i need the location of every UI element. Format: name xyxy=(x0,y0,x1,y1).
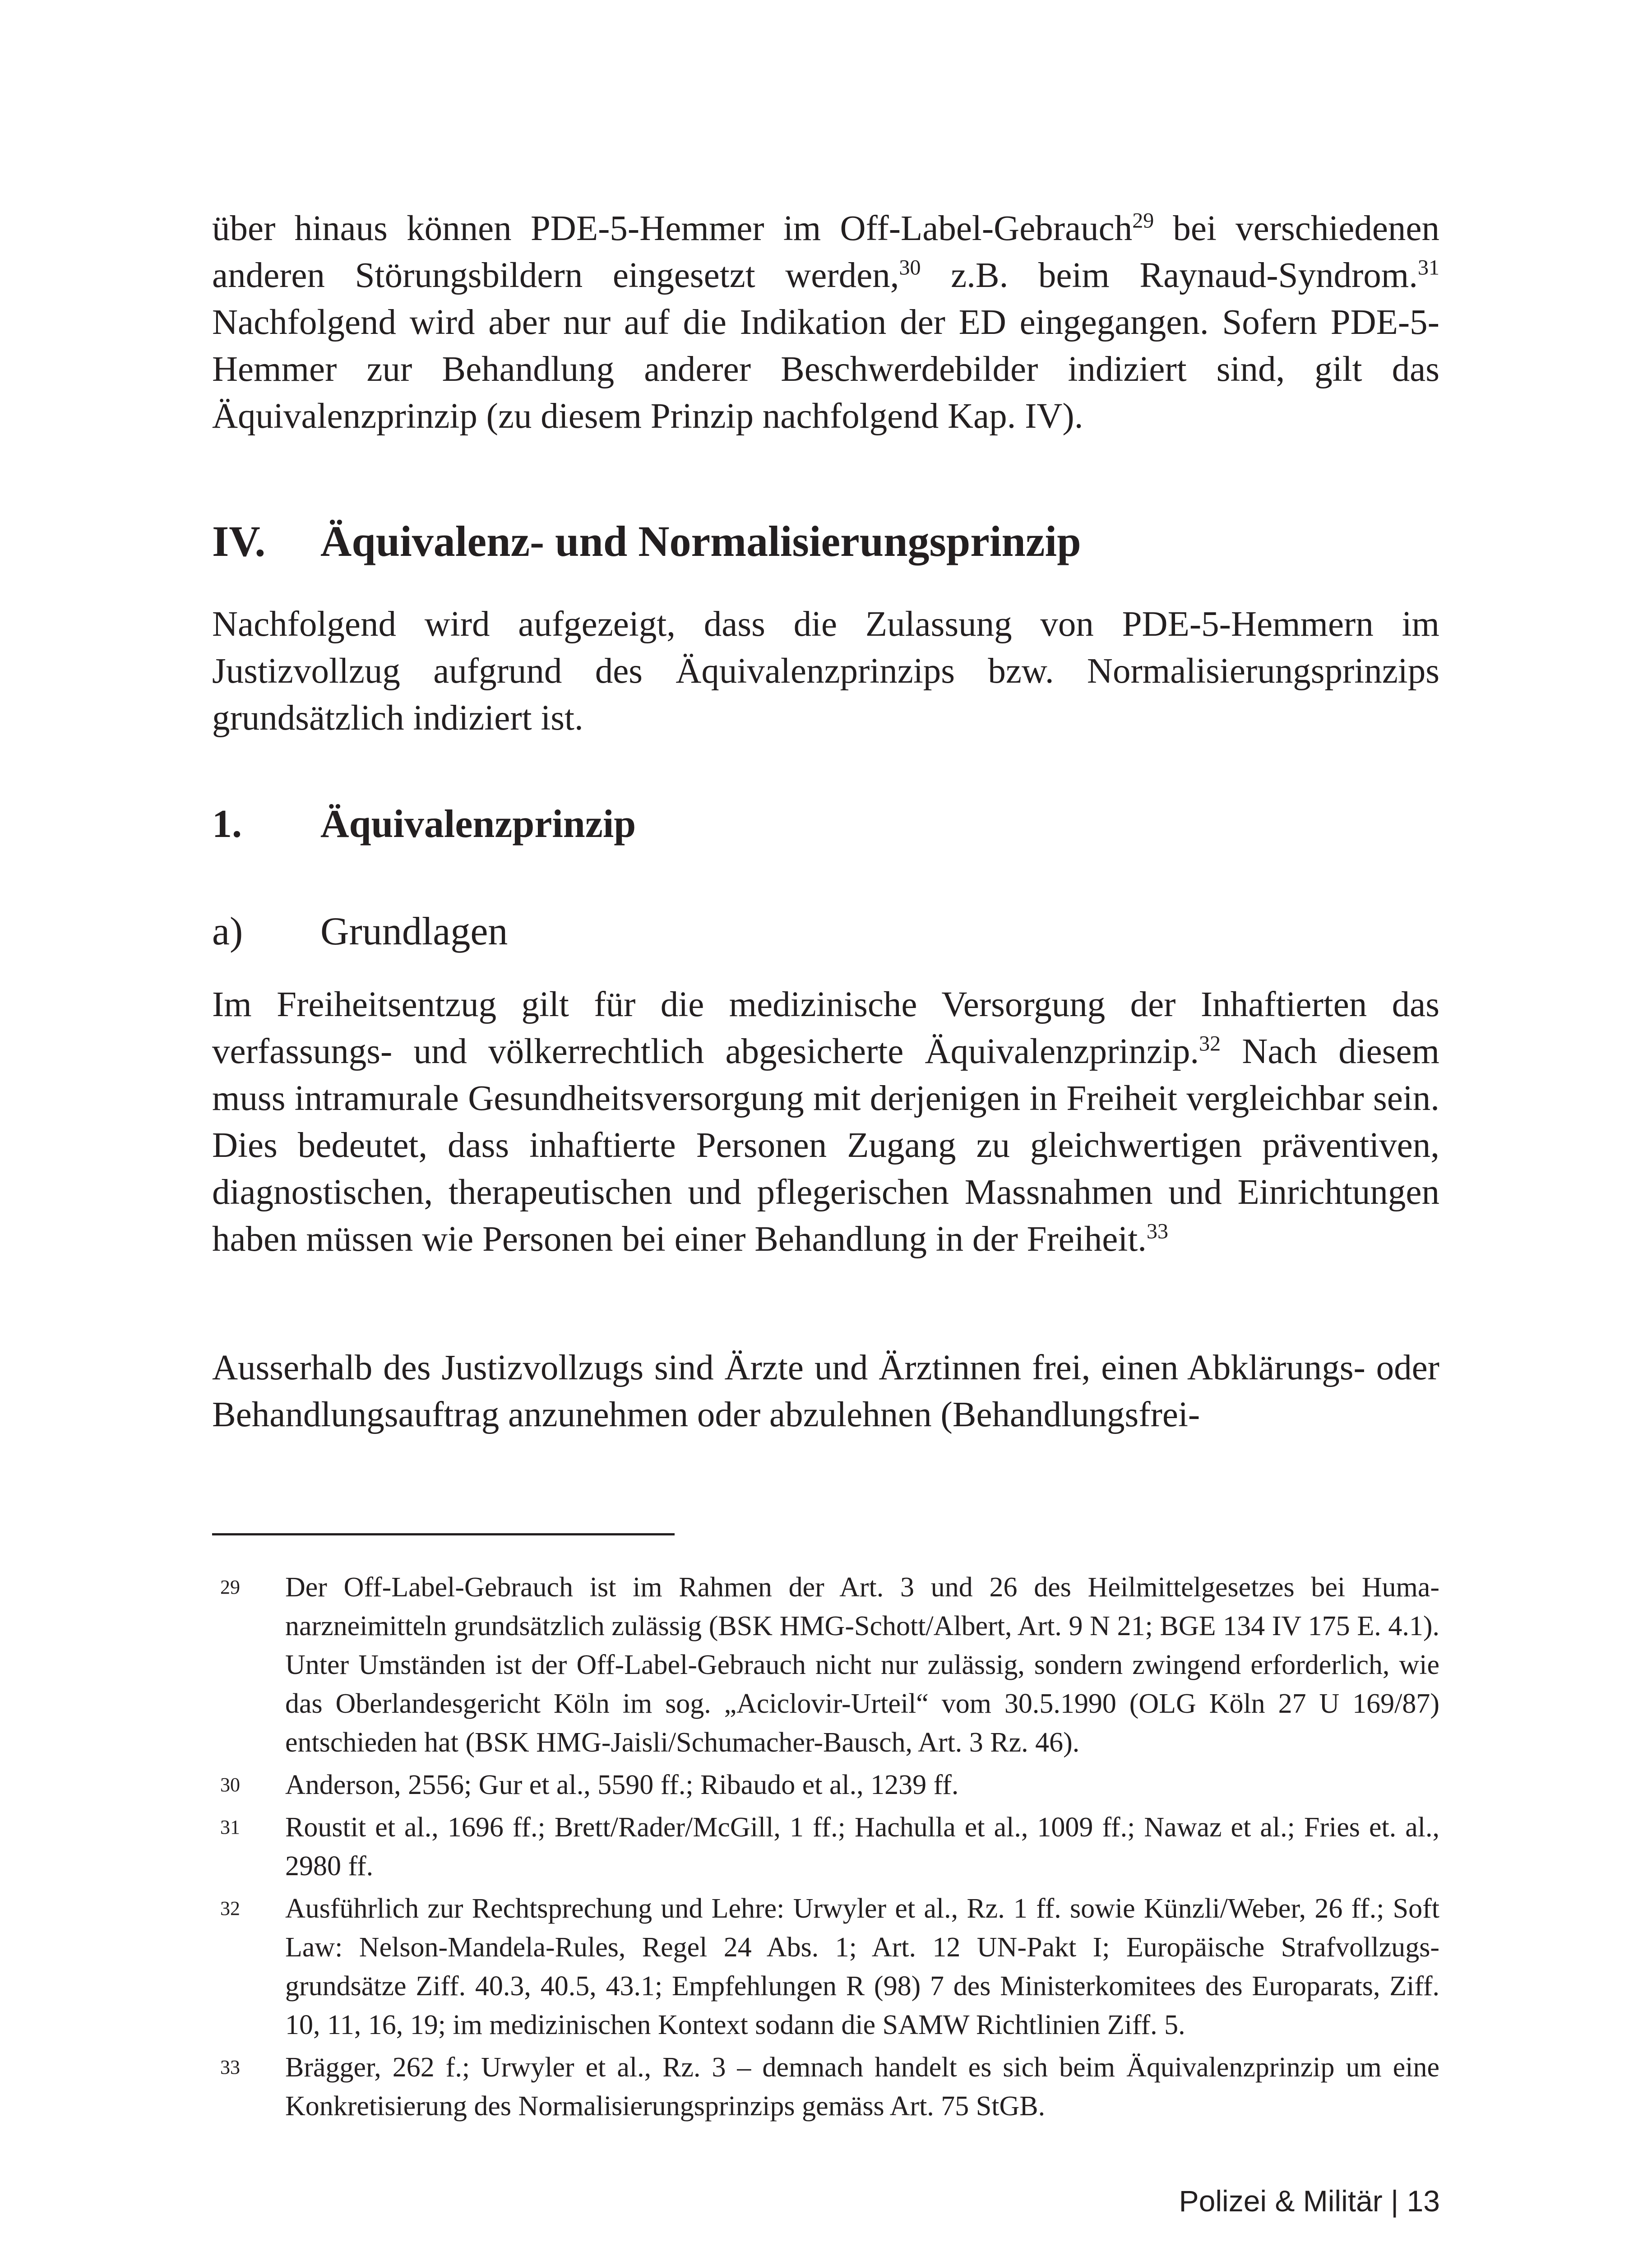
text-run: über hinaus können PDE-5-Hemmer im Off-Label-Gebrauch xyxy=(212,209,1133,248)
subsection-heading xyxy=(212,800,636,849)
subsection-number: 1. xyxy=(212,802,242,846)
footnotes xyxy=(212,1568,1439,2129)
publication-name: Polizei & Militär xyxy=(1179,2184,1383,2218)
subsubsection-title: Grundlagen xyxy=(320,910,508,953)
footnote-reference[interactable]: 32 xyxy=(1199,1031,1221,1056)
footnote-text: Ausführlich zur Rechtsprechung und Lehre: Urwyler et al., Rz. 1 ff. sowie Künzli/Weber, 26 ff.; Soft Law: Nelson-Mandela-Rules, Regel 24 Abs. 1; Art. 12 UN-Pakt I; Europäische Strafvollzugsgrundsätze Ziff. 40.3, 40.5, 43.1; Empfehlungen R (98) 7 des Ministerkomitees des Europarats, Ziff. 10, 11, 16, 19; im medizinischen Kontext sodann die SAMW Richtlinien Ziff. 5. xyxy=(285,1893,1439,2040)
footnote-number: 32 xyxy=(220,1897,240,1919)
subsubsection-number: a) xyxy=(212,910,243,953)
footer-separator: | xyxy=(1382,2184,1407,2218)
grundlagen-paragraph-2 xyxy=(212,1345,1439,1438)
subsubsection-heading xyxy=(212,907,508,957)
page-footer xyxy=(1179,2183,1440,2219)
footnote-reference[interactable]: 30 xyxy=(899,255,921,280)
paragraph xyxy=(212,981,1439,1263)
text-run: bei verschiedenen anderen Störungsbildern eingesetzt werden, xyxy=(212,209,1439,295)
section-title: Äquivalenz- und Normalisierungsprinzip xyxy=(320,517,1081,565)
footnote xyxy=(212,1808,1439,1886)
text-run: z.B. beim Raynaud-Syndrom. xyxy=(921,256,1418,295)
footnote-reference[interactable]: 33 xyxy=(1147,1219,1169,1244)
text-run: Nachfolgend wird aber nur auf die Indikation der ED eingegangen. Sofern PDE-5-Hemmer zur Behandlung anderer Beschwerdebilder indiziert sind, gilt das Äquivalenzprinzip (zu diesem Prinzip nachfolgend Kap. IV). xyxy=(212,303,1439,436)
footnote xyxy=(212,1766,1439,1804)
paragraph: Nachfolgend wird aufgezeigt, dass die Zulassung von PDE-5-Hemmern im Justizvollzug aufgrund des Äquivalenzprinzips bzw. Normalisierungsprinzips grundsätzlich indiziert ist. xyxy=(212,605,1439,738)
section-intro xyxy=(212,601,1439,742)
paragraph xyxy=(212,205,1439,440)
section-number: IV. xyxy=(212,517,266,565)
footnote-text: Brägger, 262 f.; Urwyler et al., Rz. 3 – demnach handelt es sich beim Äquivalenzprinzip um eine Konkretisierung des Normalisierungsprinzips gemäss Art. 75 StGB. xyxy=(285,2052,1439,2122)
subsection-title: Äquivalenzprinzip xyxy=(320,802,636,846)
page-number: 13 xyxy=(1407,2184,1440,2218)
footnote-text: Roustit et al., 1696 ff.; Brett/Rader/McGill, 1 ff.; Hachulla et al., 1009 ff.; Nawaz et al.; Fries et. al., 2980 ff. xyxy=(285,1812,1439,1882)
footnote-number: 33 xyxy=(220,2056,240,2078)
footnote xyxy=(212,1889,1439,2044)
text-run: Im Freiheitsentzug gilt für die medizinische Versorgung der Inhaftierten das verfassungs- und völkerrechtlich abgesicherte Äquivalenzprinzip. xyxy=(212,985,1439,1071)
text-run: Nach diesem muss intramurale Gesundheitsversorgung mit derjenigen in Freiheit vergleichbar sein. Dies bedeutet, dass inhaftierte Personen Zugang zu gleichwertigen präventiven, diagnostischen, therapeutischen und pflegerischen Massnahmen und Einrichtungen haben müssen wie Personen bei einer Behandlung in der Freiheit. xyxy=(212,1032,1439,1259)
footnote-text: Anderson, 2556; Gur et al., 5590 ff.; Ribaudo et al., 1239 ff. xyxy=(285,1770,959,1800)
footnote-number: 30 xyxy=(220,1774,240,1796)
footnote-reference[interactable]: 29 xyxy=(1132,208,1154,233)
footnote-number: 31 xyxy=(220,1816,240,1838)
footnote-text: Der Off-Label-Gebrauch ist im Rahmen der Art. 3 und 26 des Heilmittelgesetzes bei Humanarzneimitteln grundsätzlich zulässig (BSK HMG-Schott/Albert, Art. 9 N 21; BGE 134 IV 175 E. 4.1). Unter Umständen ist der Off-Label-Gebrauch nicht nur zulässig, sondern zwingend erforderlich, wie das Oberlandesgericht Köln im sog. „Aciclovir-Urteil“ vom 30.5.1990 (OLG Köln 27 U 169/87) entschieden hat (BSK HMG-Jaisli/Schumacher-Bausch, Art. 3 Rz. 46). xyxy=(285,1572,1439,1758)
footnote-reference[interactable]: 31 xyxy=(1418,255,1439,280)
section-heading xyxy=(212,514,1081,569)
footnote xyxy=(212,2048,1439,2126)
footnote-number: 29 xyxy=(220,1576,240,1598)
paragraph: Ausserhalb des Justizvollzugs sind Ärzte und Ärztinnen frei, einen Abklärungs- oder Behandlungsauftrag anzunehmen oder abzulehnen (Behandlungsfrei- xyxy=(212,1348,1439,1434)
continuation-paragraph xyxy=(212,205,1439,440)
grundlagen-paragraph-1 xyxy=(212,981,1439,1263)
footnote xyxy=(212,1568,1439,1762)
footnote-separator xyxy=(212,1533,675,1535)
